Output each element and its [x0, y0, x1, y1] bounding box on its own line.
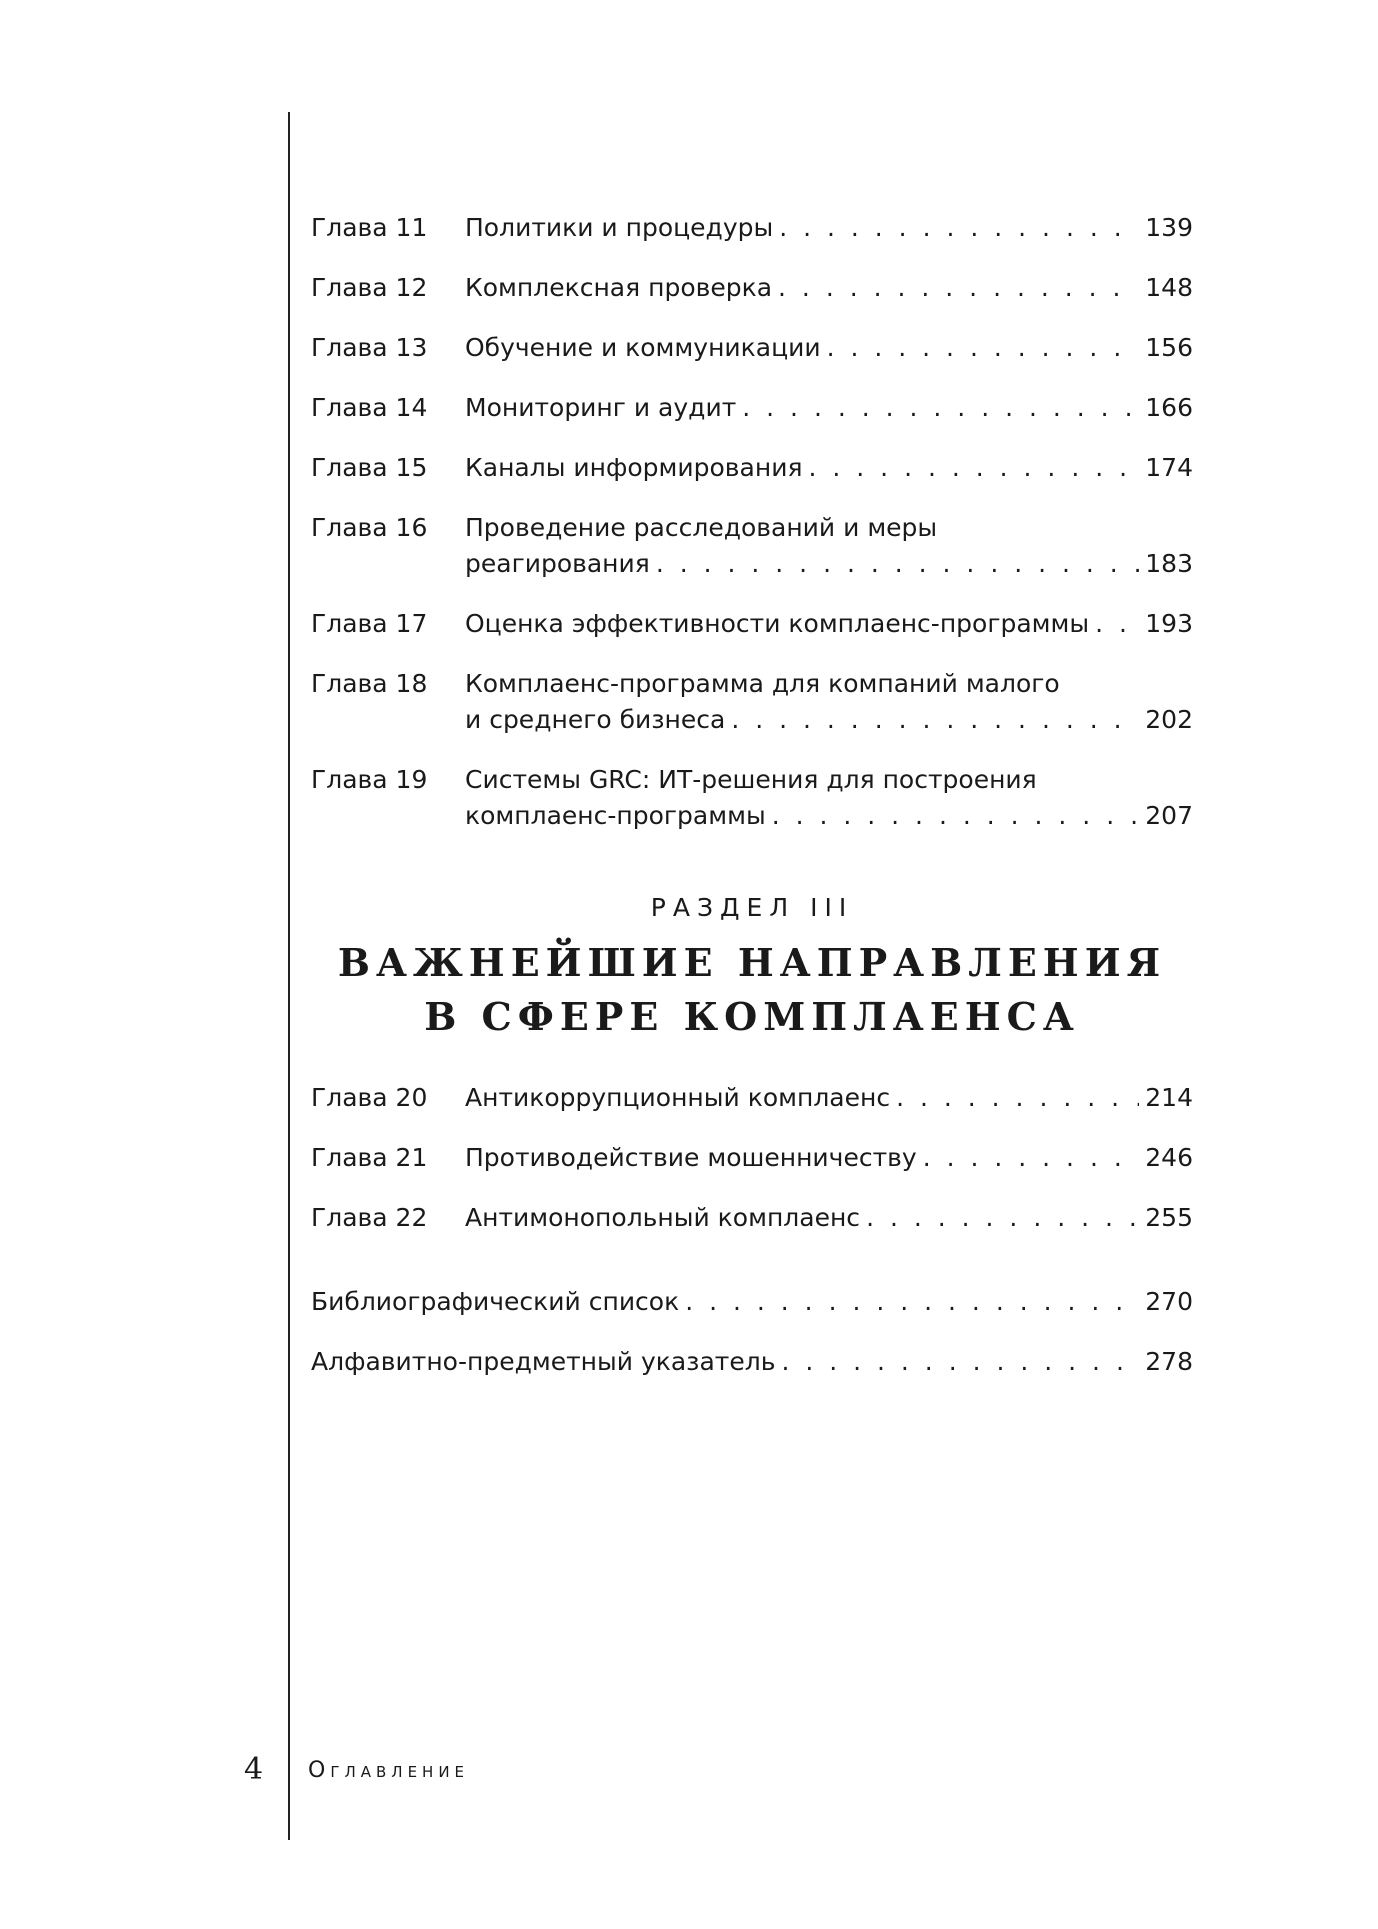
- chapter-title: Обучение и коммуникации: [465, 333, 821, 362]
- toc-entry[interactable]: [311, 1284, 1193, 1320]
- chapter-number: Глава 17: [311, 609, 428, 638]
- chapter-title: Политики и процедуры: [465, 213, 774, 242]
- chapter-title: Комплаенс-программа для компаний малого: [465, 669, 1060, 698]
- toc-entry[interactable]: [311, 1344, 1193, 1380]
- chapter-title: Мониторинг и аудит: [465, 393, 737, 422]
- toc-entry-line: [465, 546, 1193, 582]
- section-title: [311, 936, 1193, 1044]
- toc-entry[interactable]: [311, 510, 1193, 582]
- page-ref: 148: [1145, 273, 1193, 302]
- chapter-number: Глава 22: [311, 1203, 428, 1232]
- chapter-number: Глава 14: [311, 393, 428, 422]
- chapter-number: Глава 19: [311, 765, 428, 794]
- dot-leader: [656, 546, 1139, 582]
- page-ref: 193: [1145, 609, 1193, 638]
- chapter-title: Комплексная проверка: [465, 273, 773, 302]
- toc-entry-line: [465, 666, 1193, 702]
- toc-entry-line: [465, 390, 1193, 426]
- chapter-title: и среднего бизнеса: [465, 705, 726, 734]
- page-ref: 166: [1145, 393, 1193, 422]
- toc-entry[interactable]: [311, 330, 1193, 366]
- table-of-contents: [311, 210, 1193, 1404]
- toc-entry-body: [465, 390, 1193, 426]
- chapter-number: Глава 12: [311, 273, 428, 302]
- chapter-number: Глава 21: [311, 1143, 428, 1172]
- chapter-title: Антикоррупционный комплаенс: [465, 1083, 891, 1112]
- toc-entry-line: [465, 1140, 1193, 1176]
- toc-entry[interactable]: [311, 450, 1193, 486]
- dot-leader: [772, 798, 1140, 834]
- page-ref: 255: [1145, 1203, 1193, 1232]
- toc-entry[interactable]: [311, 1080, 1193, 1116]
- dot-leader: [742, 390, 1139, 426]
- chapter-number: Глава 11: [311, 213, 428, 242]
- chapter-title: комплаенс-программы: [465, 801, 766, 830]
- toc-entry-body: [465, 762, 1193, 834]
- dot-leader: [923, 1140, 1140, 1176]
- toc-entry-line: [311, 1284, 1193, 1320]
- toc-entry[interactable]: [311, 666, 1193, 738]
- page-ref: 278: [1145, 1347, 1193, 1376]
- toc-chapters-part2: [311, 210, 1193, 834]
- section-title-line: В СФЕРЕ КОМПЛАЕНСА: [424, 994, 1080, 1039]
- toc-chapters-part3: [311, 1080, 1193, 1236]
- chapter-title: Каналы информирования: [465, 453, 803, 482]
- chapter-title: Антимонопольный комплаенс: [465, 1203, 861, 1232]
- section-label: РАЗДЕЛ III: [650, 893, 854, 922]
- page-ref: 270: [1145, 1287, 1193, 1316]
- toc-entry-line: [465, 1080, 1193, 1116]
- toc-entry-line: [465, 798, 1193, 834]
- dot-leader: [896, 1080, 1139, 1116]
- toc-entry-body: [465, 330, 1193, 366]
- toc-entry-body: [465, 510, 1193, 582]
- toc-entry-line: [465, 510, 1193, 546]
- toc-entry-body: [465, 210, 1193, 246]
- toc-entry[interactable]: [311, 1140, 1193, 1176]
- chapter-title: Системы GRC: ИТ-решения для построения: [465, 765, 1037, 794]
- page-ref: 156: [1145, 333, 1193, 362]
- page-number: 4: [244, 1752, 264, 1787]
- toc-back-matter: [311, 1284, 1193, 1380]
- toc-entry[interactable]: [311, 390, 1193, 426]
- running-title: Оглавление: [308, 1758, 470, 1783]
- toc-entry-line: [465, 762, 1193, 798]
- back-matter-title: Алфавитно-предметный указатель: [311, 1347, 776, 1376]
- toc-entry[interactable]: [311, 210, 1193, 246]
- dot-leader: [778, 270, 1139, 306]
- toc-entry-line: [465, 450, 1193, 486]
- page-ref: 174: [1145, 453, 1193, 482]
- chapter-title: реагирования: [465, 549, 650, 578]
- dot-leader: [685, 1284, 1139, 1320]
- toc-entry-line: [311, 1344, 1193, 1380]
- dot-leader: [779, 210, 1139, 246]
- dot-leader: [731, 702, 1139, 738]
- toc-entry-body: [465, 1200, 1193, 1236]
- page-ref: 214: [1145, 1083, 1193, 1112]
- page-ref: 207: [1145, 801, 1193, 830]
- toc-entry-line: [465, 1200, 1193, 1236]
- toc-entry-line: [465, 330, 1193, 366]
- chapter-number: Глава 16: [311, 513, 428, 542]
- toc-entry[interactable]: [311, 270, 1193, 306]
- toc-entry-body: [465, 1140, 1193, 1176]
- section-heading: [311, 890, 1193, 1044]
- toc-entry-body: [465, 666, 1193, 738]
- section-title-line: ВАЖНЕЙШИЕ НАПРАВЛЕНИЯ: [337, 940, 1167, 985]
- back-matter-title: Библиографический список: [311, 1287, 680, 1316]
- toc-entry-body: [465, 1080, 1193, 1116]
- toc-entry[interactable]: [311, 606, 1193, 642]
- toc-entry[interactable]: [311, 1200, 1193, 1236]
- margin-rule: [288, 112, 290, 1840]
- dot-leader: [1095, 606, 1139, 642]
- dot-leader: [809, 450, 1140, 486]
- toc-entry-body: [465, 450, 1193, 486]
- dot-leader: [781, 1344, 1139, 1380]
- page-ref: 183: [1145, 549, 1193, 578]
- chapter-number: Глава 13: [311, 333, 428, 362]
- toc-entry-line: [465, 270, 1193, 306]
- chapter-number: Глава 20: [311, 1083, 428, 1112]
- page-ref: 246: [1145, 1143, 1193, 1172]
- toc-entry-line: [465, 606, 1193, 642]
- dot-leader: [866, 1200, 1139, 1236]
- chapter-number: Глава 18: [311, 669, 428, 698]
- chapter-title: Противодействие мошенничеству: [465, 1143, 917, 1172]
- dot-leader: [827, 330, 1140, 366]
- toc-entry-body: [465, 270, 1193, 306]
- chapter-title: Проведение расследований и меры: [465, 513, 938, 542]
- page-ref: 139: [1145, 213, 1193, 242]
- toc-entry-line: [465, 210, 1193, 246]
- chapter-number: Глава 15: [311, 453, 428, 482]
- toc-entry-body: [465, 606, 1193, 642]
- chapter-title: Оценка эффективности комплаенс-программы: [465, 609, 1090, 638]
- toc-entry-line: [465, 702, 1193, 738]
- page-ref: 202: [1145, 705, 1193, 734]
- toc-entry[interactable]: [311, 762, 1193, 834]
